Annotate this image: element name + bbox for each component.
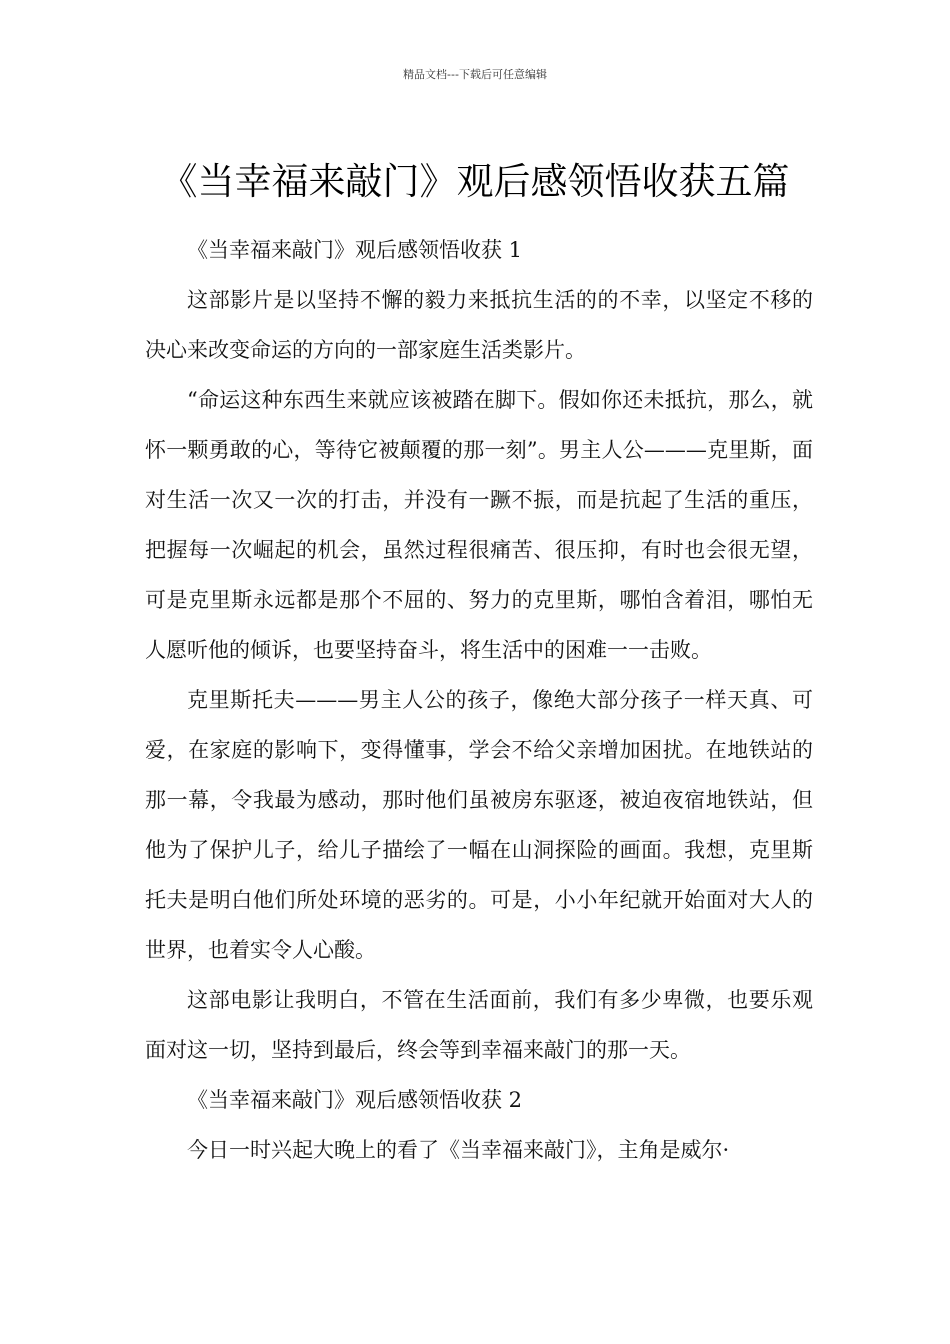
paragraph: 这部电影让我明白，不管在生活面前，我们有多少卑微，也要乐观面对这一切，坚持到最后，终会等到幸福来敲门的那一天。 — [145, 988, 813, 1062]
paragraph: “命运这种东西生来就应该被踏在脚下。假如你还未抵抗，那么，就怀一颗勇敢的心，等待它被颠覆的那一刻”。男主人公———克里斯，面对生活一次又一次的打击，并没有一蹶不振，而是抗起了生活的重压，把握每一次崛起的机会，虽然过程很痛苦、很压抑，有时也会很无望，可是克里斯永远都是那个不屈的、努力的克里斯，哪怕含着泪，哪怕无人愿听他的倾诉，也要坚持奋斗，将生活中的困难一一击败。 — [145, 388, 813, 662]
document-body — [145, 225, 813, 1175]
document-title: 《当幸福来敲门》观后感领悟收获五篇 — [160, 159, 790, 203]
paragraph: 这部影片是以坚持不懈的毅力来抵抗生活的的不幸，以坚定不移的决心来改变命运的方向的一部家庭生活类影片。 — [145, 288, 813, 362]
header-note: 精品文档---下载后可任意编辑 — [403, 68, 547, 81]
paragraph: 克里斯托夫———男主人公的孩子，像绝大部分孩子一样天真、可爱，在家庭的影响下，变得懂事，学会不给父亲增加困扰。在地铁站的那一幕，令我最为感动，那时他们虽被房东驱逐，被迫夜宿地铁站，但他为了保护儿子，给儿子描绘了一幅在山洞探险的画面。我想，克里斯托夫是明白他们所处环境的恶劣的。可是，小小年纪就开始面对大人的世界，也着实令人心酸。 — [145, 688, 813, 962]
paragraph: 今日一时兴起大晚上的看了《当幸福来敲门》，主角是威尔· — [187, 1138, 730, 1162]
section-heading-2: 《当幸福来敲门》观后感领悟收获 2 — [187, 1088, 523, 1112]
section-heading-1: 《当幸福来敲门》观后感领悟收获 1 — [187, 238, 523, 262]
